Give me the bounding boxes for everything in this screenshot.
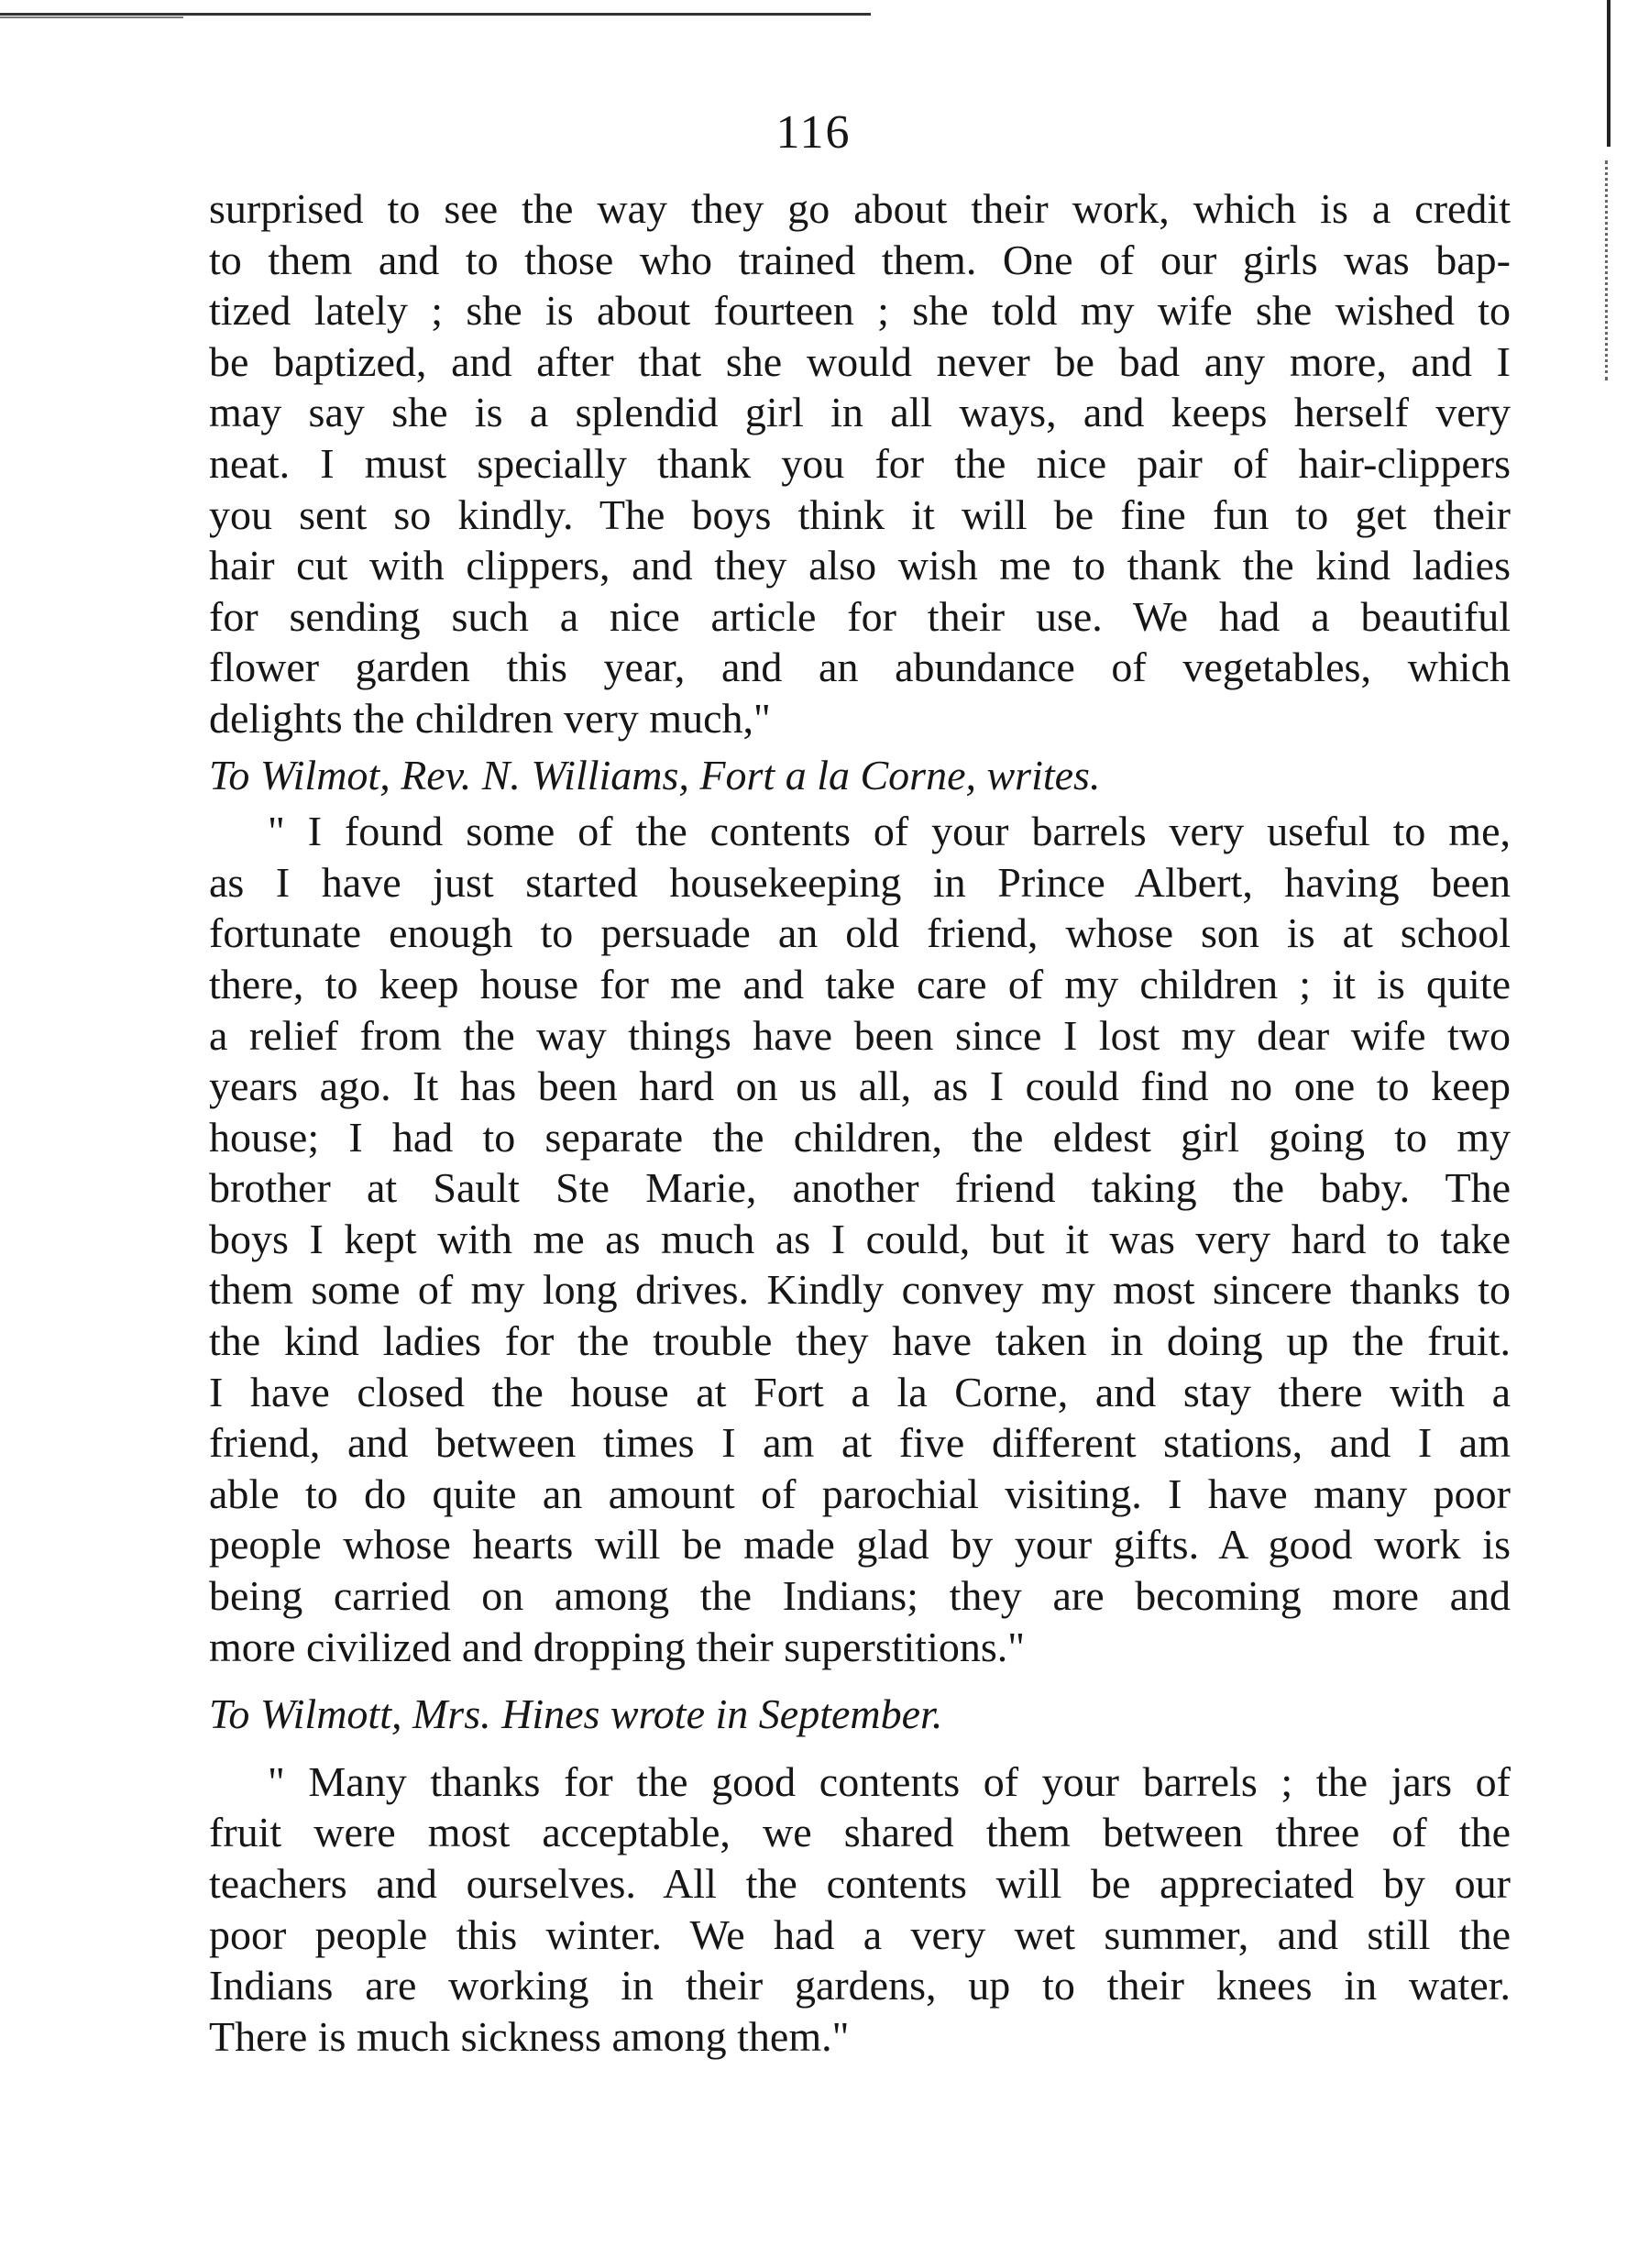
text-line: people whose hearts will be made glad by your gifts. A good work is (209, 1521, 1511, 1569)
top-border-rule (0, 0, 871, 16)
text-line: flower garden this year, and an abundance of vegetables, which (209, 644, 1511, 691)
paragraph-hines-letter (209, 1756, 1511, 2063)
text-line: Indians are working in their gardens, up to their knees in water. (209, 1962, 1511, 2009)
paragraph-letter-continuation (209, 183, 1511, 744)
text-line: teachers and ourselves. All the contents will be appreciated by our (209, 1860, 1511, 1907)
text-line: years ago. It has been hard on us all, as I could find no one to keep (209, 1062, 1511, 1110)
text-line: may say she is a splendid girl in all ways, and keeps herself very (209, 389, 1511, 436)
text-line: " Many thanks for the good contents of your barrels ; the jars of (268, 1757, 1511, 1805)
text-line: them some of my long drives. Kindly convey my most sincere thanks to (209, 1266, 1511, 1314)
text-line: a relief from the way things have been since I lost my dear wife two (209, 1011, 1511, 1059)
page-text (209, 183, 1511, 2062)
text-line: poor people this winter. We had a very wet summer, and still the (209, 1910, 1511, 1958)
text-line: hair cut with clippers, and they also wish me to thank the kind ladies (209, 542, 1511, 589)
text-line: I have closed the house at Fort a la Corne, and stay there with a (209, 1368, 1511, 1415)
text-line: boys I kept with me as much as I could, but it was very hard to take (209, 1215, 1511, 1262)
text-line: as I have just started housekeeping in Prince Albert, having been (209, 858, 1511, 906)
text-line: friend, and between times I am at five different stations, and I am (209, 1419, 1511, 1467)
text-line: tized lately ; she is about fourteen ; she told my wife she wished to (209, 287, 1511, 335)
text-line: be baptized, and after that she would never be bad any more, and I (209, 337, 1511, 385)
text-line: There is much sickness among them." (209, 2012, 850, 2060)
paragraph-williams-letter (209, 806, 1511, 1672)
page-number: 116 (775, 106, 852, 159)
text-line: you sent so kindly. The boys think it will be fine fun to get their (209, 490, 1511, 538)
text-line: for sending such a nice article for their use. We had a beautiful (209, 592, 1511, 640)
section-heading-williams: To Wilmot, Rev. N. Williams, Fort a la Corne, writes. (209, 751, 1101, 798)
text-line: house; I had to separate the children, the eldest girl going to my (209, 1113, 1511, 1161)
text-line: brother at Sault Ste Marie, another friend taking the baby. The (209, 1164, 1511, 1212)
text-line: being carried on among the Indians; they are becoming more and (209, 1572, 1511, 1620)
text-line: to them and to those who trained them. One of our girls was bap- (209, 236, 1511, 283)
right-edge-scan-marks (1605, 160, 1611, 380)
text-line: fortunate enough to persuade an old friend, whose son is at school (209, 909, 1511, 957)
text-line: there, to keep house for me and take care of my children ; it is quite (209, 960, 1511, 1007)
text-line: able to do quite an amount of parochial visiting. I have many poor (209, 1470, 1511, 1517)
text-line: delights the children very much," (209, 694, 771, 742)
text-line: surprised to see the way they go about their work, which is a credit (209, 185, 1511, 232)
text-line: fruit were most acceptable, we shared them between three of the (209, 1809, 1511, 1856)
text-line: " I found some of the contents of your barrels very useful to me, (268, 808, 1511, 855)
text-line: more civilized and dropping their superstitions." (209, 1623, 1026, 1670)
text-line: the kind ladies for the trouble they have taken in doing up the fruit. (209, 1317, 1511, 1365)
section-heading-hines: To Wilmott, Mrs. Hines wrote in September. (209, 1690, 943, 1738)
text-line: neat. I must specially thank you for the nice pair of hair-clippers (209, 439, 1511, 487)
